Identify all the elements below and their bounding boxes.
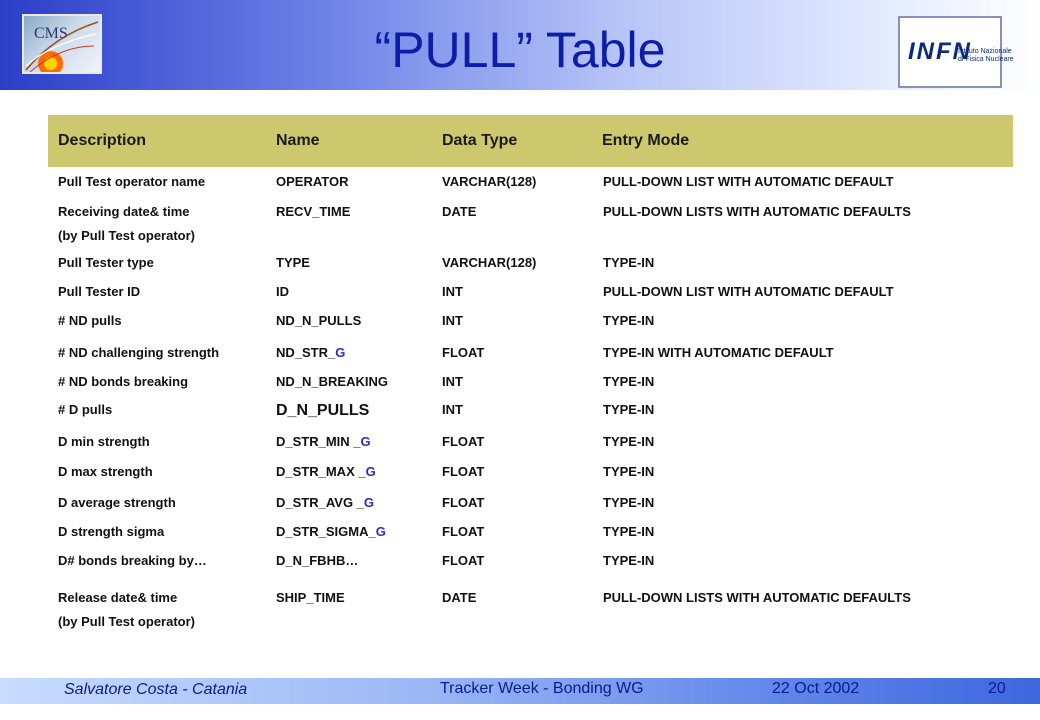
cell-name: SHIP_TIME — [276, 590, 345, 605]
slide-title: “PULL” Table — [374, 22, 666, 78]
cell-name: D_N_FBHB… — [276, 553, 359, 568]
cell-entry-mode: TYPE-IN — [603, 374, 655, 389]
cell-data-type: INT — [442, 374, 463, 389]
cell-name: D_STR_MIN _G — [276, 434, 371, 449]
cell-description: Release date& time (by Pull Test operator) — [58, 590, 195, 629]
cell-name: OPERATOR — [276, 174, 349, 189]
footer-author: Salvatore Costa - Catania — [64, 681, 248, 698]
cell-description: # ND pulls — [58, 313, 122, 328]
cell-data-type: DATE — [442, 590, 477, 605]
cms-logo — [22, 14, 102, 74]
table-row — [0, 549, 1040, 589]
cell-entry-mode: TYPE-IN WITH AUTOMATIC DEFAULT — [603, 345, 834, 360]
footer-date: 22 Oct 2002 — [772, 680, 860, 697]
cell-name: ID — [276, 284, 289, 299]
cell-data-type: INT — [442, 284, 463, 299]
cell-data-type: FLOAT — [442, 434, 485, 449]
cell-name: D_STR_MAX _G — [276, 464, 376, 479]
infn-logo-subtitle — [958, 48, 1014, 64]
cell-description: # ND bonds breaking — [58, 374, 189, 389]
cell-name: D_N_PULLS — [276, 402, 370, 419]
cell-data-type: FLOAT — [442, 495, 485, 510]
cell-data-type: FLOAT — [442, 553, 485, 568]
cell-entry-mode: PULL-DOWN LIST WITH AUTOMATIC DEFAULT — [603, 284, 894, 299]
cell-name: RECV_TIME — [276, 204, 351, 219]
column-header-entry-mode: Entry Mode — [602, 132, 690, 149]
footer-page-number: 20 — [988, 680, 1006, 697]
infn-sub-line-1: Istituto Nazionale — [958, 48, 1012, 55]
cms-logo-graphic — [24, 16, 100, 72]
cell-description: D average strength — [58, 495, 176, 510]
cell-entry-mode: TYPE-IN — [603, 402, 655, 417]
cell-description: Receiving date& time (by Pull Test operator) — [58, 204, 195, 243]
cell-entry-mode: TYPE-IN — [603, 495, 655, 510]
cell-name: ND_STR_G — [276, 345, 346, 360]
cell-name: TYPE — [276, 255, 310, 270]
cell-description: # ND challenging strength — [58, 345, 220, 360]
cell-entry-mode: PULL-DOWN LISTS WITH AUTOMATIC DEFAULTS — [603, 590, 911, 605]
cell-data-type: FLOAT — [442, 464, 485, 479]
cell-entry-mode: TYPE-IN — [603, 524, 655, 539]
cell-data-type: FLOAT — [442, 345, 485, 360]
cms-logo-text: CMS — [34, 25, 68, 42]
cell-name: D_STR_SIGMA_G — [276, 524, 386, 539]
cell-description: D# bonds breaking by… — [58, 553, 207, 568]
cell-data-type: DATE — [442, 204, 477, 219]
table-row — [0, 200, 1040, 243]
cell-description: D max strength — [58, 464, 153, 479]
cell-description: # D pulls — [58, 402, 113, 417]
cell-data-type: FLOAT — [442, 524, 485, 539]
cell-entry-mode: TYPE-IN — [603, 255, 655, 270]
infn-sub-line-2: di Fisica Nucleare — [958, 56, 1014, 63]
cell-data-type: VARCHAR(128) — [442, 174, 537, 189]
infn-logo — [898, 16, 1014, 88]
cell-entry-mode: TYPE-IN — [603, 464, 655, 479]
column-header-description: Description — [58, 132, 147, 149]
cell-data-type: VARCHAR(128) — [442, 255, 537, 270]
cell-entry-mode: PULL-DOWN LISTS WITH AUTOMATIC DEFAULTS — [603, 204, 911, 219]
cell-entry-mode: PULL-DOWN LIST WITH AUTOMATIC DEFAULT — [603, 174, 894, 189]
cell-name: D_STR_AVG _G — [276, 495, 375, 510]
infn-logo-text: INFN — [908, 38, 972, 65]
cell-data-type: INT — [442, 313, 463, 328]
cell-entry-mode: TYPE-IN — [603, 434, 655, 449]
cell-entry-mode: TYPE-IN — [603, 313, 655, 328]
table-row — [0, 586, 1040, 629]
cell-description: D strength sigma — [58, 524, 165, 539]
cell-entry-mode: TYPE-IN — [603, 553, 655, 568]
cell-description: Pull Tester ID — [58, 284, 141, 299]
table-header-row — [48, 115, 1013, 167]
cell-description: Pull Tester type — [58, 255, 154, 270]
column-header-data-type: Data Type — [442, 132, 518, 149]
cell-description: Pull Test operator name — [58, 174, 206, 189]
footer-event: Tracker Week - Bonding WG — [440, 680, 644, 697]
slide-footer — [0, 678, 1040, 704]
cell-description: D min strength — [58, 434, 150, 449]
cell-name: ND_N_PULLS — [276, 313, 362, 328]
cell-data-type: INT — [442, 402, 463, 417]
cell-name: ND_N_BREAKING — [276, 374, 388, 389]
column-header-name: Name — [276, 132, 320, 149]
slide-header — [0, 0, 1040, 90]
